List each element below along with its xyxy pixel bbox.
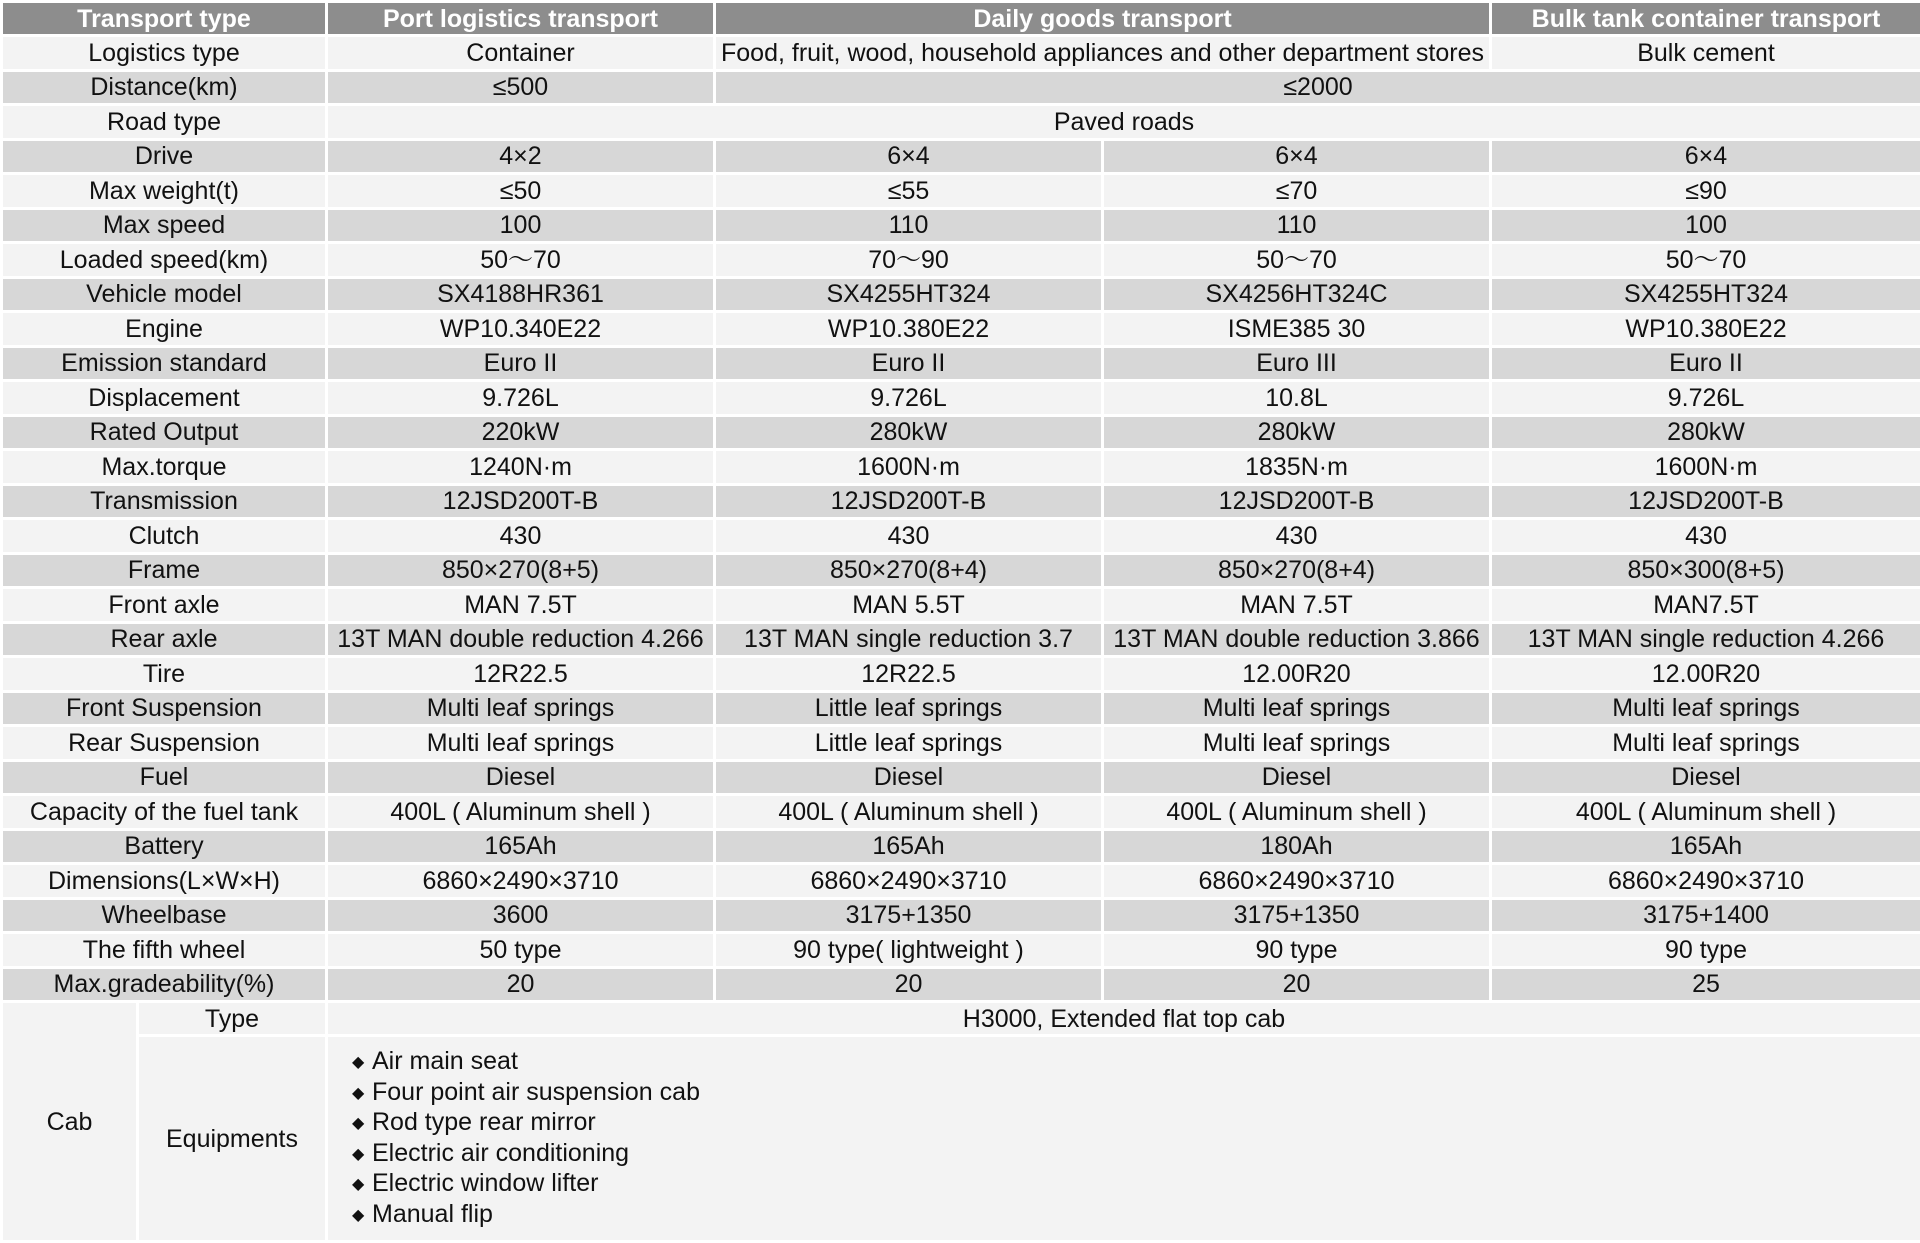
table-cell: ISME385 30 [1103,312,1491,347]
diamond-bullet-icon: ◆ [352,1080,372,1109]
table-row [2,381,1920,416]
table-cell: 12JSD200T-B [327,484,715,519]
table-row [2,415,1920,450]
row-label: Max.torque [2,450,327,485]
table-row [2,657,1920,692]
row-label: Capacity of the fuel tank [2,795,327,830]
row-label: Battery [2,829,327,864]
table-cell: 20 [327,967,715,1002]
table-cell: 430 [327,519,715,554]
cab-type-value: H3000, Extended flat top cab [327,1002,1920,1036]
table-cell: 12.00R20 [1491,657,1920,692]
cell-road-type: Paved roads [327,105,1920,140]
row-label: Vehicle model [2,277,327,312]
table-cell: 100 [327,208,715,243]
table-cell: Little leaf springs [715,726,1103,761]
table-cell: 13T MAN double reduction 4.266 [327,622,715,657]
equipment-label: Rod type rear mirror [372,1108,596,1136]
table-cell: Euro II [715,346,1103,381]
table-row [2,967,1920,1002]
table-cell: ≤55 [715,174,1103,209]
table-row [2,726,1920,761]
table-cell: 20 [1103,967,1491,1002]
row-logistics-type [2,36,1920,71]
table-cell: 9.726L [327,381,715,416]
table-cell: Multi leaf springs [1103,726,1491,761]
table-cell: 6×4 [715,139,1103,174]
table-cell: MAN 7.5T [327,588,715,623]
row-label: Fuel [2,760,327,795]
cell-port: Container [327,36,715,71]
row-label: Wheelbase [2,898,327,933]
table-cell: Multi leaf springs [1491,691,1920,726]
table-cell: 12R22.5 [327,657,715,692]
table-row [2,450,1920,485]
row-label: Rated Output [2,415,327,450]
table-cell: SX4188HR361 [327,277,715,312]
diamond-bullet-icon: ◆ [352,1171,372,1200]
table-cell: Euro II [327,346,715,381]
table-cell: 1600N·m [715,450,1103,485]
equipment-label: Manual flip [372,1200,493,1228]
cab-type-label: Type [138,1002,327,1036]
table-cell: Multi leaf springs [1491,726,1920,761]
header-bulk-tank: Bulk tank container transport [1491,2,1920,36]
equipment-label: Electric air conditioning [372,1139,629,1167]
table-cell: Diesel [1103,760,1491,795]
table-cell: WP10.380E22 [1491,312,1920,347]
table-cell: WP10.380E22 [715,312,1103,347]
equipment-label: Four point air suspension cab [372,1078,700,1106]
diamond-bullet-icon: ◆ [352,1202,372,1231]
row-label: Clutch [2,519,327,554]
cab-equipments-cell [327,1036,1920,1242]
table-cell: Multi leaf springs [327,691,715,726]
table-cell: 12JSD200T-B [1103,484,1491,519]
row-label: Rear Suspension [2,726,327,761]
row-label: Logistics type [2,36,327,71]
table-row [2,553,1920,588]
table-cell: 90 type( lightweight ) [715,933,1103,968]
cell-daily: Food, fruit, wood, household appliances and other department stores [715,36,1491,71]
table-row [2,622,1920,657]
table-cell: 9.726L [715,381,1103,416]
row-label: Max.gradeability(%) [2,967,327,1002]
table-cell: 50～70 [327,243,715,278]
cab-label: Cab [2,1002,138,1242]
table-cell: 25 [1491,967,1920,1002]
row-label: Engine [2,312,327,347]
table-cell: 6×4 [1103,139,1491,174]
table-cell: SX4255HT324 [715,277,1103,312]
row-label: Road type [2,105,327,140]
table-cell: 12R22.5 [715,657,1103,692]
table-cell: 400L ( Aluminum shell ) [1103,795,1491,830]
cab-section [2,1002,1920,1242]
table-cell: Little leaf springs [715,691,1103,726]
equipment-item [352,1139,1918,1170]
table-row [2,795,1920,830]
table-cell: 110 [1103,208,1491,243]
table-cell: MAN 7.5T [1103,588,1491,623]
table-cell: SX4256HT324C [1103,277,1491,312]
table-cell: 1240N·m [327,450,715,485]
row-label: Tire [2,657,327,692]
row-label: Loaded speed(km) [2,243,327,278]
row-label: Max speed [2,208,327,243]
table-row [2,277,1920,312]
table-cell: 9.726L [1491,381,1920,416]
table-cell: MAN 5.5T [715,588,1103,623]
table-row [2,898,1920,933]
table-cell: 280kW [1103,415,1491,450]
table-row [2,243,1920,278]
table-cell: 6860×2490×3710 [327,864,715,899]
row-label: Frame [2,553,327,588]
table-cell: 4×2 [327,139,715,174]
table-cell: 13T MAN single reduction 3.7 [715,622,1103,657]
row-label: Front Suspension [2,691,327,726]
table-row [2,933,1920,968]
header-transport-type: Transport type [2,2,327,36]
table-cell: 1600N·m [1491,450,1920,485]
table-cell: 13T MAN double reduction 3.866 [1103,622,1491,657]
table-cell: 110 [715,208,1103,243]
row-distance [2,70,1920,105]
table-cell: 180Ah [1103,829,1491,864]
diamond-bullet-icon: ◆ [352,1141,372,1170]
table-row [2,691,1920,726]
table-row [2,519,1920,554]
table-cell: 850×270(8+5) [327,553,715,588]
table-cell: Diesel [715,760,1103,795]
table-cell: 6860×2490×3710 [715,864,1103,899]
table-cell: 3175+1350 [1103,898,1491,933]
table-cell: 50 type [327,933,715,968]
table-cell: 6860×2490×3710 [1491,864,1920,899]
table-cell: 1835N·m [1103,450,1491,485]
row-label: Rear axle [2,622,327,657]
table-cell: 90 type [1491,933,1920,968]
table-cell: Diesel [327,760,715,795]
equipment-item [352,1078,1918,1109]
table-cell: 280kW [1491,415,1920,450]
row-label: Displacement [2,381,327,416]
header-row [2,2,1920,36]
table-cell: 280kW [715,415,1103,450]
table-cell: 400L ( Aluminum shell ) [715,795,1103,830]
table-row [2,864,1920,899]
table-row [2,346,1920,381]
table-cell: 50～70 [1103,243,1491,278]
diamond-bullet-icon: ◆ [352,1049,372,1078]
row-label: Emission standard [2,346,327,381]
table-cell: WP10.340E22 [327,312,715,347]
row-road-type [2,105,1920,140]
diamond-bullet-icon: ◆ [352,1110,372,1139]
row-cab-type [2,1002,1920,1036]
equipment-list [330,1047,1918,1230]
table-row [2,174,1920,209]
row-label: Front axle [2,588,327,623]
row-cab-equipments [2,1036,1920,1242]
table-cell: SX4255HT324 [1491,277,1920,312]
table-row [2,312,1920,347]
table-cell: Diesel [1491,760,1920,795]
table-cell: 165Ah [715,829,1103,864]
row-label: Drive [2,139,327,174]
table-cell: 400L ( Aluminum shell ) [1491,795,1920,830]
table-cell: 430 [1103,519,1491,554]
table-cell: ≤70 [1103,174,1491,209]
table-row [2,829,1920,864]
equipment-item [352,1047,1918,1078]
table-cell: Multi leaf springs [327,726,715,761]
table-cell: 70～90 [715,243,1103,278]
table-row [2,760,1920,795]
table-row [2,484,1920,519]
cell-port: ≤500 [327,70,715,105]
table-cell: 850×270(8+4) [715,553,1103,588]
equipment-item [352,1169,1918,1200]
table-row [2,208,1920,243]
table-row [2,588,1920,623]
table-cell: 20 [715,967,1103,1002]
cell-bulk: Bulk cement [1491,36,1920,71]
cab-equipments-label: Equipments [138,1036,327,1242]
table-cell: 13T MAN single reduction 4.266 [1491,622,1920,657]
equipment-item [352,1108,1918,1139]
header-port-logistics: Port logistics transport [327,2,715,36]
table-cell: 12.00R20 [1103,657,1491,692]
row-label: Dimensions(L×W×H) [2,864,327,899]
table-cell: 3175+1400 [1491,898,1920,933]
table-cell: 12JSD200T-B [1491,484,1920,519]
table-cell: 400L ( Aluminum shell ) [327,795,715,830]
table-row [2,139,1920,174]
table-cell: 430 [715,519,1103,554]
equipment-item [352,1200,1918,1231]
table-cell: ≤50 [327,174,715,209]
table-cell: 430 [1491,519,1920,554]
table-cell: 3175+1350 [715,898,1103,933]
table-cell: 90 type [1103,933,1491,968]
table-cell: 3600 [327,898,715,933]
table-cell: 50～70 [1491,243,1920,278]
table-cell: Euro II [1491,346,1920,381]
table-cell: Multi leaf springs [1103,691,1491,726]
table-cell: 165Ah [327,829,715,864]
table-cell: 850×270(8+4) [1103,553,1491,588]
table-cell: 6×4 [1491,139,1920,174]
equipment-label: Air main seat [372,1047,518,1075]
table-cell: 6860×2490×3710 [1103,864,1491,899]
cell-distance-rest: ≤2000 [715,70,1920,105]
table-cell: 165Ah [1491,829,1920,864]
table-cell: ≤90 [1491,174,1920,209]
row-label: Distance(km) [2,70,327,105]
table-cell: 850×300(8+5) [1491,553,1920,588]
table-cell: 220kW [327,415,715,450]
table-cell: Euro III [1103,346,1491,381]
row-label: The fifth wheel [2,933,327,968]
row-label: Max weight(t) [2,174,327,209]
table-cell: 10.8L [1103,381,1491,416]
row-label: Transmission [2,484,327,519]
header-daily-goods: Daily goods transport [715,2,1491,36]
table-cell: 12JSD200T-B [715,484,1103,519]
table-cell: MAN7.5T [1491,588,1920,623]
table-cell: 100 [1491,208,1920,243]
spec-body [2,36,1920,1002]
equipment-label: Electric window lifter [372,1169,598,1197]
